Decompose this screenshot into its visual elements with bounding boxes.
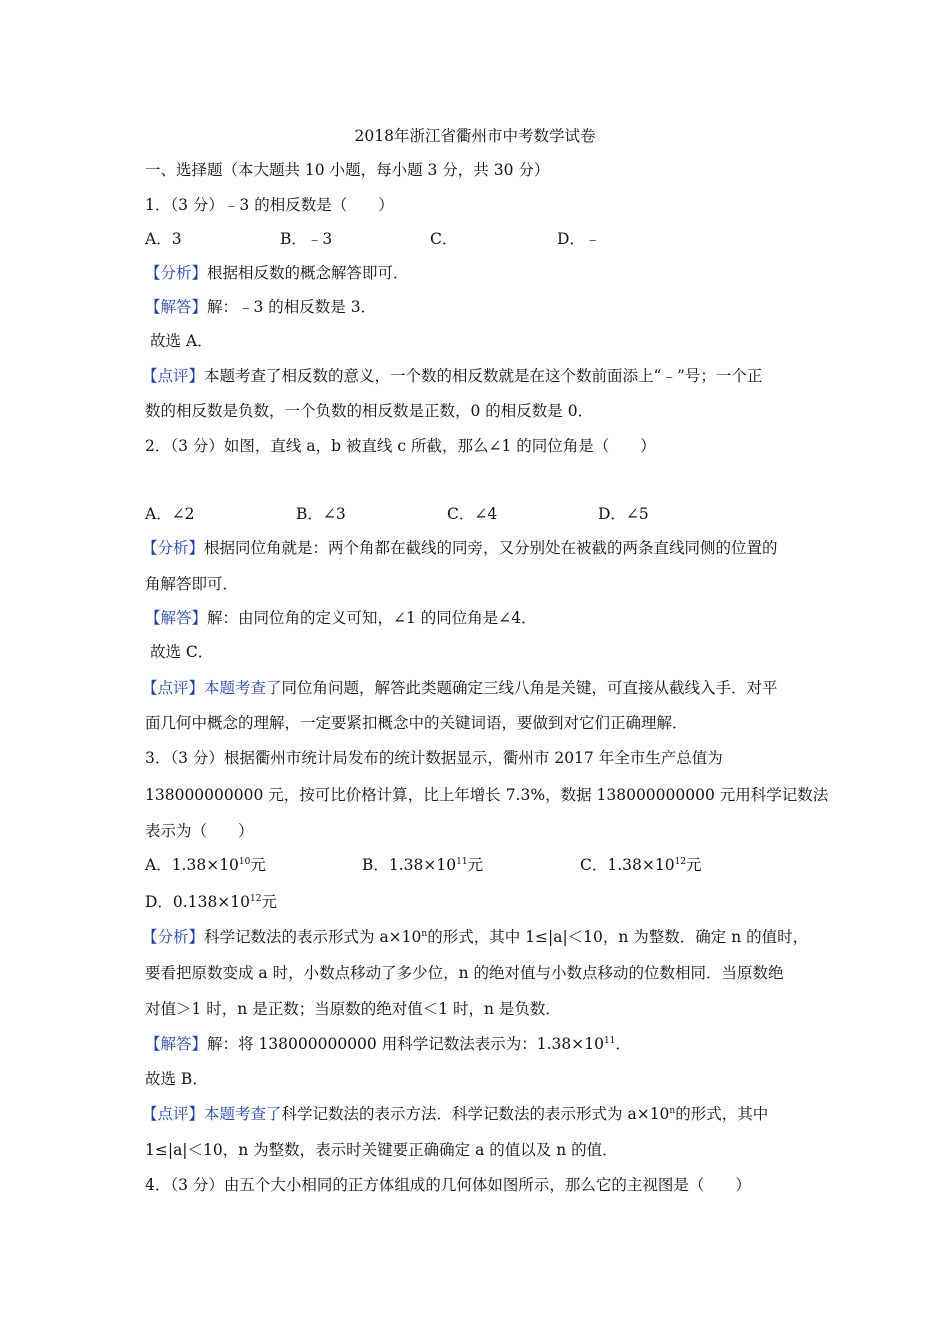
q2-option-b: B．∠3 <box>296 505 346 523</box>
q3-analysis-exponent: n <box>421 929 428 939</box>
q2-comment-lead: 本题考查了 <box>204 679 282 697</box>
q3-comment-text1b: 的形式，其中 <box>675 1105 769 1123</box>
q3-answer-end: ． <box>615 1035 631 1053</box>
q3-option-c-unit: 元 <box>686 856 702 874</box>
q1-comment-line1 <box>142 366 762 386</box>
q3-comment-line2: 1≤|a|＜10，n 为整数，表示时关键要正确确定 a 的值以及 n 的值． <box>145 1141 618 1159</box>
q3-stem-line2: 138000000000 元，按可比价格计算，比上年增长 7.3%，数据 138000000000 元用科学记数法 <box>145 786 829 804</box>
answer-tag: 【解答】 <box>145 1035 208 1053</box>
q3-answer-text: 解：将 138000000000 用科学记数法表示为：1.38×10 <box>207 1035 604 1053</box>
q3-analysis-line3: 对值＞1 时，n 是正数；当原数的绝对值＜1 时，n 是负数． <box>145 1000 561 1018</box>
q1-choice: 故选 A． <box>150 332 213 350</box>
q3-comment-lead: 本题考查了 <box>204 1105 282 1123</box>
q3-stem-line3: 表示为（ ） <box>145 822 254 840</box>
q2-choice: 故选 C． <box>150 643 214 661</box>
section-heading: 一、选择题（本大题共 10 小题，每小题 3 分，共 30 分） <box>145 161 550 179</box>
q1-comment-line2: 数的相反数是负数，一个负数的相反数是正数，0 的相反数是 0． <box>145 402 594 420</box>
q1-comment-text1: 本题考查了相反数的意义，一个数的相反数就是在这个数前面添上“﹣”号；一个正 <box>204 367 763 385</box>
comment-tag: 【点评】 <box>142 367 205 385</box>
q1-option-d: D．﹣ <box>557 230 601 248</box>
q1-answer <box>145 297 376 317</box>
q3-option-b-exponent: 11 <box>456 857 468 867</box>
q3-option-d-unit: 元 <box>261 893 277 911</box>
q3-option-b-unit: 元 <box>467 856 484 874</box>
q3-answer-exponent: 11 <box>603 1036 616 1046</box>
q4-stem: 4．（3 分）由五个大小相同的正方体组成的几何体如图所示，那么它的主视图是（ ） <box>145 1176 751 1194</box>
q1-answer-text: 解：﹣3 的相反数是 3． <box>207 298 377 316</box>
q1-option-b: B．﹣3 <box>280 230 333 248</box>
q1-analysis <box>145 263 409 283</box>
q3-comment-exponent: n <box>669 1106 676 1116</box>
q3-stem-line1: 3．（3 分）根据衢州市统计局发布的统计数据显示，衢州市 2017 年全市生产总值为 <box>145 749 723 767</box>
q2-analysis-line2: 角解答即可． <box>145 575 239 593</box>
q3-answer <box>145 1034 631 1054</box>
q3-option-a <box>145 855 266 875</box>
q3-option-d-label: D．0.138×10 <box>145 893 251 911</box>
q3-option-d <box>145 892 277 912</box>
q3-analysis-text1b: 的形式，其中 1≤|a|＜10，n 为整数．确定 n 的值时， <box>427 928 809 946</box>
answer-tag: 【解答】 <box>145 609 208 627</box>
q3-option-b-label: B．1.38×10 <box>362 856 457 874</box>
q2-comment-line1 <box>142 678 778 698</box>
q3-option-b <box>362 855 483 875</box>
answer-tag: 【解答】 <box>145 298 208 316</box>
q3-option-a-exponent: 10 <box>238 857 251 867</box>
analysis-tag: 【分析】 <box>142 539 205 557</box>
q2-answer <box>145 608 537 628</box>
page-title: 2018年浙江省衢州市中考数学试卷 <box>354 127 596 145</box>
q2-comment-line2: 面几何中概念的理解，一定要紧扣概念中的关键词语，要做到对它们正确理解． <box>145 714 688 732</box>
q3-analysis-text1a: 科学记数法的表示形式为 a×10 <box>204 928 422 946</box>
q3-option-d-exponent: 12 <box>250 894 262 904</box>
q2-option-c: C．∠4 <box>447 505 498 523</box>
q3-option-c <box>580 855 702 875</box>
q1-stem: 1．（3 分）﹣3 的相反数是（ ） <box>145 196 394 214</box>
q3-comment-text1a: 科学记数法的表示方法．科学记数法的表示形式为 a×10 <box>281 1105 670 1123</box>
q3-analysis-line1 <box>142 927 808 947</box>
q3-option-c-label: C．1.38×10 <box>580 856 675 874</box>
q3-option-a-unit: 元 <box>250 856 266 874</box>
q3-option-c-exponent: 12 <box>674 857 687 867</box>
q1-option-c: C． <box>430 230 458 248</box>
q3-option-a-label: A．1.38×10 <box>145 856 239 874</box>
comment-tag: 【点评】 <box>142 1105 205 1123</box>
analysis-tag: 【分析】 <box>142 928 205 946</box>
q2-answer-text: 解：由同位角的定义可知，∠1 的同位角是∠4． <box>207 609 537 627</box>
q2-option-a: A．∠2 <box>145 505 195 523</box>
q2-option-d: D．∠5 <box>598 505 649 523</box>
q2-comment-text1: 同位角问题，解答此类题确定三线八角是关键，可直接从截线入手．对平 <box>281 679 778 697</box>
q3-comment-line1 <box>142 1104 768 1124</box>
q2-analysis-text1: 根据同位角就是：两个角都在截线的同旁，又分别处在被截的两条直线同侧的位置的 <box>204 539 778 557</box>
q2-analysis-line1 <box>142 538 778 558</box>
q3-choice: 故选 B． <box>145 1070 208 1088</box>
q1-option-a: A．3 <box>145 230 182 248</box>
q1-analysis-text: 根据相反数的概念解答即可． <box>207 264 409 282</box>
comment-tag: 【点评】 <box>142 679 205 697</box>
analysis-tag: 【分析】 <box>145 264 208 282</box>
q3-analysis-line2: 要看把原数变成 a 时，小数点移动了多少位，n 的绝对值与小数点移动的位数相同．当原数绝 <box>145 964 784 982</box>
q2-stem: 2．（3 分）如图，直线 a，b 被直线 c 所截，那么∠1 的同位角是（ ） <box>145 437 656 455</box>
